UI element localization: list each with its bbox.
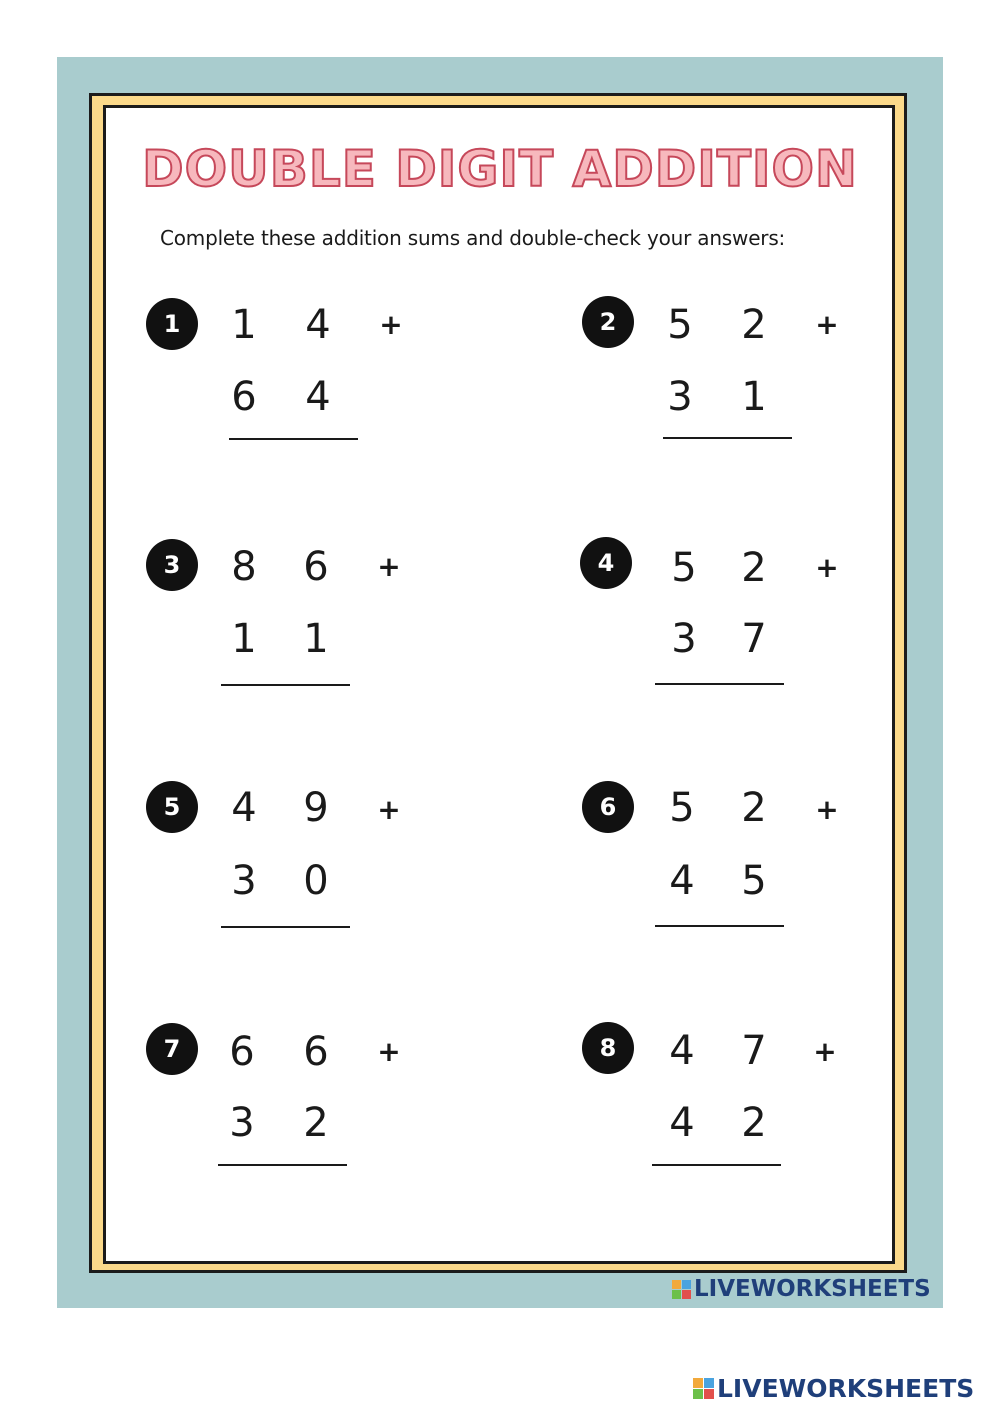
plus-sign: + — [815, 308, 839, 341]
answer-line[interactable] — [218, 1164, 347, 1166]
plus-sign: + — [815, 551, 839, 584]
top-tens-digit: 5 — [669, 785, 695, 831]
problem-number-badge: 7 — [146, 1023, 198, 1075]
liveworksheets-blocks-icon — [693, 1378, 714, 1399]
bottom-tens-digit: 3 — [231, 858, 257, 904]
bottom-tens-digit: 4 — [669, 1100, 695, 1146]
answer-line[interactable] — [229, 438, 358, 440]
liveworksheets-logo-footer — [693, 1374, 974, 1403]
top-ones-digit: 6 — [303, 1029, 329, 1075]
bottom-ones-digit: 0 — [303, 858, 329, 904]
addition-problem-2 — [582, 296, 882, 446]
plus-sign: + — [813, 1035, 837, 1068]
answer-line[interactable] — [221, 926, 350, 928]
addition-problem-1 — [146, 298, 446, 448]
bottom-tens-digit: 3 — [671, 616, 697, 662]
problem-number-badge: 2 — [582, 296, 634, 348]
answer-line[interactable] — [655, 925, 784, 927]
problem-number-badge: 1 — [146, 298, 198, 350]
bottom-tens-digit: 4 — [669, 858, 695, 904]
top-tens-digit: 6 — [229, 1029, 255, 1075]
answer-line[interactable] — [652, 1164, 781, 1166]
liveworksheets-logo-inner — [672, 1276, 931, 1302]
plus-sign: + — [377, 793, 401, 826]
answer-line[interactable] — [221, 684, 350, 686]
worksheet-title: DOUBLE DIGIT ADDITION — [142, 140, 858, 198]
addition-problem-3 — [146, 539, 446, 689]
plus-sign: + — [815, 793, 839, 826]
top-ones-digit: 6 — [303, 544, 329, 590]
problem-number-badge: 6 — [582, 781, 634, 833]
problem-number-badge: 5 — [146, 781, 198, 833]
liveworksheets-blocks-icon — [672, 1280, 691, 1299]
bottom-tens-digit: 3 — [229, 1100, 255, 1146]
bottom-ones-digit: 2 — [741, 1100, 767, 1146]
answer-line[interactable] — [663, 437, 792, 439]
top-ones-digit: 2 — [741, 545, 767, 591]
bottom-ones-digit: 1 — [741, 374, 767, 420]
bottom-tens-digit: 6 — [231, 374, 257, 420]
top-tens-digit: 8 — [231, 544, 257, 590]
bottom-ones-digit: 4 — [305, 374, 331, 420]
problem-number-badge: 3 — [146, 539, 198, 591]
worksheet-instruction: Complete these addition sums and double-check your answers: — [160, 226, 786, 250]
bottom-ones-digit: 2 — [303, 1100, 329, 1146]
top-ones-digit: 2 — [741, 785, 767, 831]
top-tens-digit: 1 — [231, 302, 257, 348]
top-ones-digit: 4 — [305, 302, 331, 348]
bottom-ones-digit: 5 — [741, 858, 767, 904]
bottom-ones-digit: 1 — [303, 616, 329, 662]
addition-problem-7 — [146, 1023, 446, 1173]
top-tens-digit: 4 — [231, 785, 257, 831]
bottom-tens-digit: 3 — [667, 374, 693, 420]
top-tens-digit: 5 — [671, 545, 697, 591]
bottom-ones-digit: 7 — [741, 616, 767, 662]
problem-number-badge: 4 — [580, 537, 632, 589]
top-ones-digit: 9 — [303, 785, 329, 831]
bottom-tens-digit: 1 — [231, 616, 257, 662]
plus-sign: + — [377, 1035, 401, 1068]
addition-problem-6 — [582, 781, 882, 931]
liveworksheets-wordmark: LIVEWORKSHEETS — [694, 1276, 931, 1302]
top-tens-digit: 5 — [667, 302, 693, 348]
addition-problem-4 — [580, 537, 880, 687]
addition-problem-5 — [146, 781, 446, 931]
answer-line[interactable] — [655, 683, 784, 685]
top-tens-digit: 4 — [669, 1028, 695, 1074]
top-ones-digit: 2 — [741, 302, 767, 348]
problem-number-badge: 8 — [582, 1022, 634, 1074]
plus-sign: + — [379, 308, 403, 341]
liveworksheets-wordmark: LIVEWORKSHEETS — [717, 1374, 975, 1403]
addition-problem-8 — [582, 1022, 882, 1172]
top-ones-digit: 7 — [741, 1028, 767, 1074]
plus-sign: + — [377, 550, 401, 583]
